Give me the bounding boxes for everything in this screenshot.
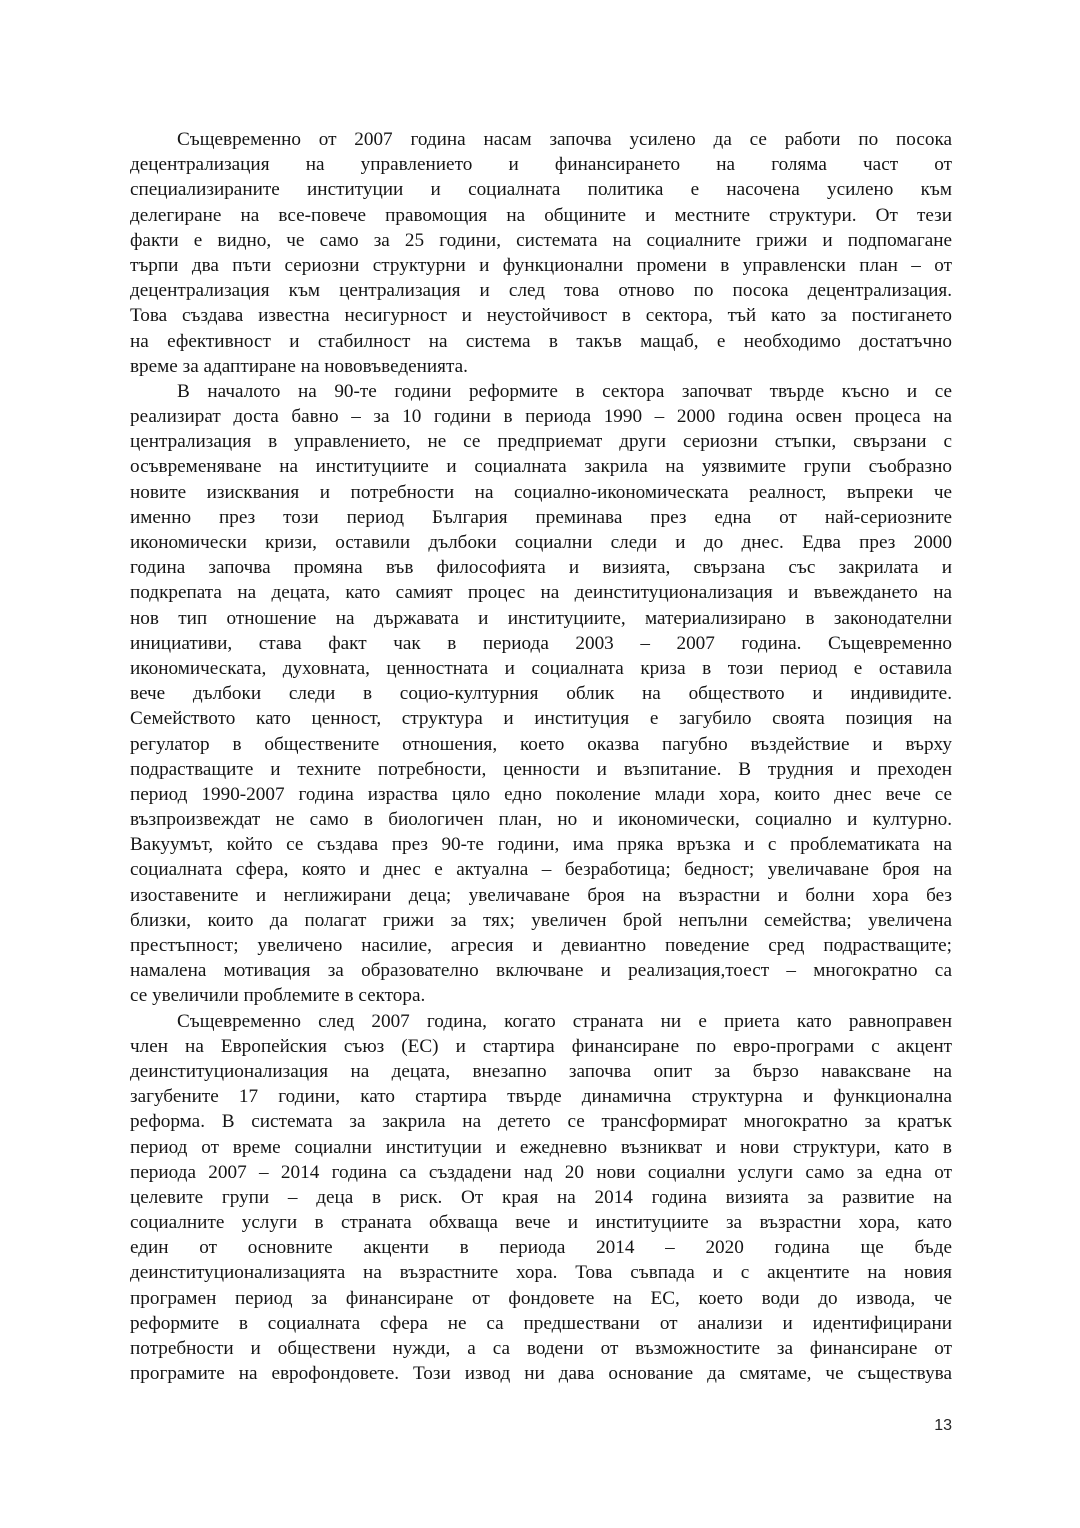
paragraph-line: година започва промяна във философията и визията, свързана със закрилата и	[130, 557, 952, 579]
paragraph-line: период от време социални институции и ежедневно възникват и нови структури, като в	[130, 1136, 952, 1158]
paragraph-line: инициативи, става факт чак в периода 2003 – 2007 година. Същевременно	[130, 632, 952, 654]
paragraph-line: загубените 17 години, като стартира твърде динамична структурна и функционална	[130, 1086, 952, 1108]
paragraph-line: вече дълбоки следи в социо-културния облик на обществото и индивидите.	[130, 683, 952, 705]
paragraph-line: факти е видно, че само за 25 години, системата на социалните грижи и подпомагане	[130, 229, 952, 251]
paragraph-line: подрастващите и техните потребности, ценности и възпитание. В трудния и преходен	[130, 758, 952, 780]
paragraph-line: програмите на еврофондовете. Този извод ни дава основание да смятаме, че съществува	[130, 1363, 952, 1385]
paragraph-line: намалена мотивация за образователно включване и реализация,тоест – многократно са	[130, 960, 952, 982]
paragraph-line: реформа. В системата за закрила на детето се трансформират многократно за кратък	[130, 1111, 952, 1133]
document-body	[130, 127, 952, 1386]
paragraph-line: търпи два пъти сериозни структурни и функционални промени в управленски план – от	[130, 254, 952, 276]
paragraph-line: регулатор в обществените отношения, което оказва пагубно въздействие и върху	[130, 733, 952, 755]
paragraph-line: икономически кризи, оставили дълбоки социални следи и до днес. Едва през 2000	[130, 532, 952, 553]
paragraph-line: Вакуумът, който се създава през 90-те години, има пряка връзка и с проблематиката на	[130, 834, 952, 856]
paragraph-line: деинституционализацията на възрастните хора. Това съвпада и с акцентите на новия	[130, 1262, 952, 1284]
paragraph-line: реализират доста бавно – за 10 години в периода 1990 – 2000 година освен процеса на	[130, 406, 952, 428]
paragraph-line: целевите групи – деца в риск. От края на 2014 година визията за развитие на	[130, 1186, 952, 1208]
paragraph-line: член на Европейския съюз (ЕС) и стартира финансиране по евро-програми с акцент	[130, 1035, 952, 1057]
paragraph-line: именно през този период България преминава през една от най-сериозните	[130, 506, 952, 528]
paragraph-line: потребности и обществени нужди, а са водени от възможностите за финансиране от	[130, 1338, 952, 1359]
paragraph-line: социалните услуги в страната обхваща вече и институциите за възрастни хора, като	[130, 1212, 952, 1234]
paragraph-line: социалната сфера, която и днес е актуална – безработица; бедност; увеличаване броя на	[130, 859, 952, 881]
paragraph-line: Семейството като ценност, структура и институция е загубило своята позиция на	[130, 708, 952, 730]
paragraph	[130, 127, 952, 379]
paragraph-line: нов тип отношение на държавата и институциите, материализирано в законодателни	[130, 607, 952, 629]
paragraph-line: централизация в управлението, не се предприемат други сериозни стъпки, свързани с	[130, 431, 952, 453]
paragraph-line: Това създава известна несигурност и неустойчивост в сектора, тъй като за постигането	[130, 305, 952, 327]
paragraph-line: осъвременяване на институциите и социалната закрила на уязвимите групи съобразно	[130, 456, 952, 478]
paragraph-line: реформите в социалната сфера не са предшествани от анализи и идентифицирани	[130, 1312, 952, 1334]
paragraph-line: един от основните акценти в периода 2014 – 2020 година ще бъде	[130, 1237, 952, 1259]
paragraph-line: програмен период за финансиране от фондовете на ЕС, което води до извода, че	[130, 1287, 952, 1309]
paragraph-line: на ефективност и стабилност на система в такъв мащаб, е необходимо достатъчно	[130, 330, 952, 352]
paragraph-line: подкрепата на децата, като самият процес на деинституционализация и въвеждането на	[130, 582, 952, 604]
paragraph-line: време за адаптиране на нововъведенията.	[130, 355, 468, 377]
paragraph	[130, 379, 952, 1009]
paragraph-line: икономическата, духовната, ценностната и социалната криза в този период е оставила	[130, 657, 952, 679]
paragraph-line: периода 2007 – 2014 година са създадени над 20 нови социални услуги само за една от	[130, 1161, 952, 1183]
paragraph-line: престъпност; увеличено насилие, агресия и девиантно поведение сред подрастващите;	[130, 935, 952, 956]
paragraph-line: специализираните институции и социалната политика е насочена усилено към	[130, 179, 952, 201]
paragraph-line: делегиране на все-повече правомощия на общините и местните структури. От тези	[130, 204, 952, 226]
paragraph-line: се увеличили проблемите в сектора.	[130, 985, 426, 1007]
paragraph-line: възпроизвеждат не само в биологичен план, но и икономически, социално и културно.	[130, 809, 952, 831]
paragraph-line: изоставените и неглижирани деца; увеличаване броя на възрастни и болни хора без	[130, 884, 952, 906]
paragraph-line: новите изисквания и потребности на социално-икономическата реалност, въпреки че	[130, 481, 952, 503]
paragraph	[130, 1009, 952, 1387]
page-number: 13	[934, 1417, 952, 1434]
paragraph-line: период 1990-2007 година израства цяло едно поколение млади хора, които днес вече се	[130, 783, 952, 805]
paragraph-line: В началото на 90-те години реформите в сектора започват твърде късно и се	[177, 380, 952, 402]
paragraph-line: близки, които да полагат грижи за тях; увеличен брой непълни семейства; увеличена	[130, 909, 952, 931]
paragraph-line: децентрализация на управлението и финансирането на голяма част от	[130, 154, 952, 176]
paragraph-line: Същевременно от 2007 година насам започва усилено да се работи по посока	[177, 129, 952, 150]
paragraph-line: децентрализация към централизация и след това отново по посока децентрализация.	[130, 280, 952, 302]
paragraph-line: деинституционализация на децата, внезапно започва опит за бързо наваксване на	[130, 1060, 952, 1082]
paragraph-line: Същевременно след 2007 година, когато страната ни е приета като равноправен	[177, 1010, 952, 1032]
